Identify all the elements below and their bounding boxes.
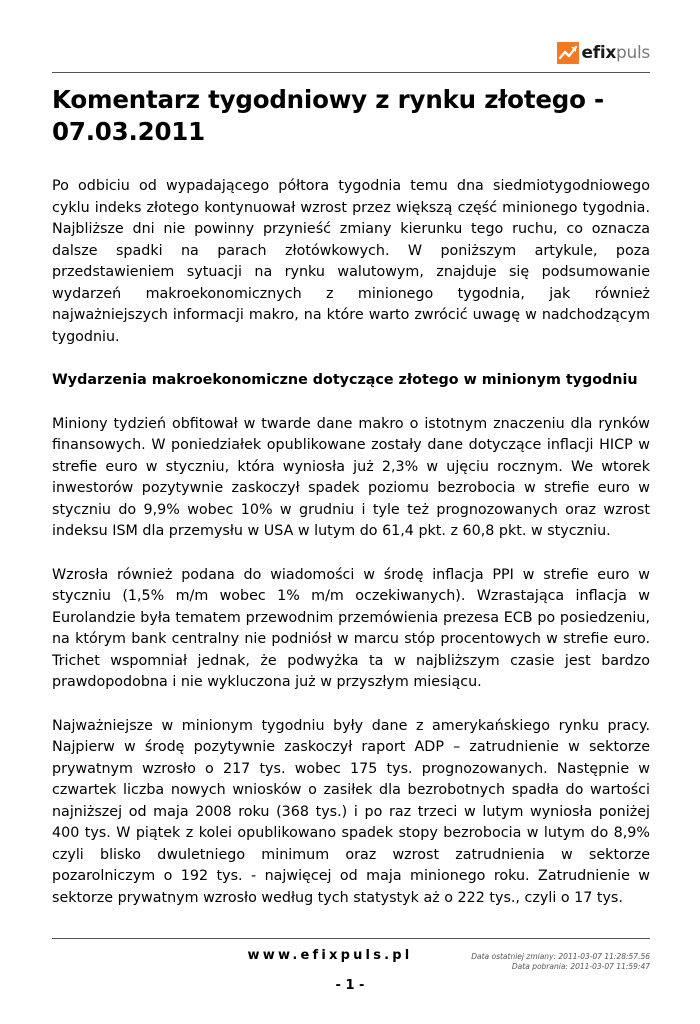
article-body bbox=[52, 176, 650, 931]
footer-dates bbox=[471, 952, 650, 972]
article-paragraph: Najważniejsze w minionym tygodniu były dane z amerykańskiego rynku pracy. Najpierw w środę pozytywnie zaskoczył raport ADP – zatrudnienie w sektorze prywatnym wzrosło o 217 tys. wobec 175 tys. prognozowanych. Następnie w czwartek liczba nowych wniosków o zasiłek dla bezrobotnych spadła do wartości najniższej od maja 2008 roku (368 tys.) i po raz trzeci w lutym wyniosła poniżej 400 tys. W piątek z kolei opublikowano spadek stopy bezrobocia w lutym do 8,9% czyli blisko dwuletniego minimum oraz wzrost zatrudnienia w sektorze pozarolniczym o 192 tys. - najwięcej od maja minionego roku. Zatrudnienie w sektorze prywatnym wzrosło według tych statystyk aż o 222 tys., czyli o 17 tys. bbox=[52, 717, 650, 906]
page-title: Komentarz tygodniowy z rynku złotego - 07.03.2011 bbox=[52, 85, 605, 146]
logo-text-efix: efix bbox=[581, 43, 617, 63]
section-heading: Wydarzenia makroekonomiczne dotyczące złotego w minionym tygodniu bbox=[52, 372, 638, 388]
page-number: - 1 - bbox=[335, 978, 365, 993]
footer-divider bbox=[52, 938, 650, 939]
download-date: Data pobrania: 2011-03-07 11:59:47 bbox=[511, 962, 650, 971]
article-paragraph: Wzrosła również podana do wiadomości w środę inflacja PPI w strefie euro w styczniu (1,5% m/m wobec 1% m/m oczekiwanych). Wzrastająca inflacja w Eurolandzie była tematem przewodnim przemówienia prezesa ECB po posiedzeniu, na którym bank centralny nie podniósł w marcu stóp procentowych w strefie euro. Trichet wspomniał jednak, że podwyżka ta w najbliższym czasie jest bardzo prawdopodobna i nie wykluczona już w przyszłym miesiącu. bbox=[52, 566, 650, 690]
footer-site-url[interactable]: www.efixpuls.pl bbox=[247, 948, 413, 963]
logo-text-puls: puls bbox=[616, 43, 650, 63]
article-paragraph: Miniony tydzień obfitował w twarde dane makro o istotnym znaczeniu dla rynków finansowych. W poniedziałek opublikowane zostały dane dotyczące inflacji HICP w strefie euro w styczniu, która wyniosła już 2,3% w ujęciu rocznym. We wtorek inwestorów pozytywnie zaskoczył spadek poziomu bezrobocia w strefie euro w styczniu do 9,9% wobec 10% w grudniu i tyle też prognozowanych oraz wzrost indeksu ISM dla przemysłu w USA w lutym do 61,4 pkt. z 60,8 pkt. w styczniu. bbox=[52, 415, 650, 539]
logo-chart-icon bbox=[557, 42, 579, 64]
efixpuls-logo bbox=[557, 38, 650, 68]
header-divider bbox=[52, 72, 650, 73]
logo-text bbox=[582, 42, 650, 64]
page-header bbox=[52, 38, 650, 72]
intro-paragraph: Po odbiciu od wypadającego półtora tygodnia temu dna siedmiotygodniowego cyklu indeks złotego kontynuował wzrost przez większą część minionego tygodnia. Najbliższe dni nie powinny przynieść zmiany kierunku tego ruchu, co oznacza dalsze spadki na parach złotówkowych. W poniższym artykule, poza przedstawieniem sytuacji na rynku walutowym, znajduje się podsumowanie wydarzeń makroekonomicznych z minionego tygodnia, jak również najważniejszych informacji makro, na które warto zwrócić uwagę w nadchodzącym tygodniu. bbox=[52, 178, 650, 345]
last-modified-date: Data ostatniej zmiany: 2011-03-07 11:28:57.56 bbox=[471, 952, 650, 961]
